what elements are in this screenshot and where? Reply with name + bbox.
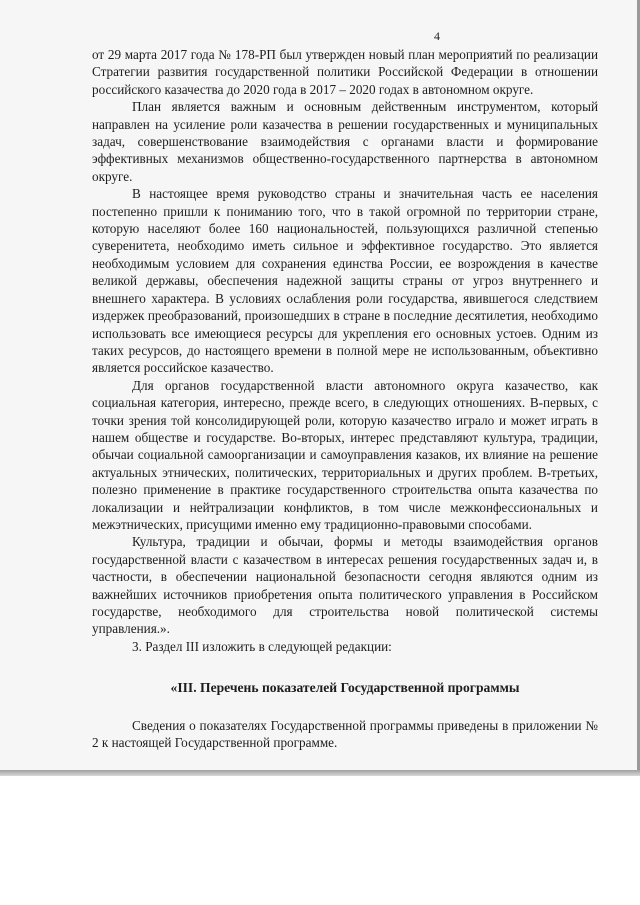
page-number: 4 [434,29,440,43]
paragraph-culture-traditions: Культура, традиции и обычаи, формы и методы взаимодействия органов государственной власти с казачеством в интересах решения государственных задач и, в частности, в обеспечении национальной безопасности сегодня являются одним из важнейших источников приобретения опыта политического управления в Российском государстве, необходимого для строительства новой политической системы управления.». [92,534,598,637]
section-heading: «III. Перечень показателей Государственной программы [170,680,520,696]
paragraph-section-three: 3. Раздел III изложить в следующей редакции: [132,638,392,654]
document-body [92,0,598,751]
paragraph-indicators: Сведения о показателях Государственной программы приведены в приложении № 2 к настоящей Государственной программе. [92,717,598,751]
scan-edge-bottom [0,770,640,776]
paragraph-plan-approval: от 29 марта 2017 года № 178-РП был утвержден новый план мероприятий по реализации Стратегии развития государственной политики Российской Федерации в отношении российского казачества до 2020 года в 2017 – 2020 годах в автономном округе. [92,47,598,97]
paragraph-strong-state: В настоящее время руководство страны и значительная часть ее населения постепенно пришли к пониманию того, что в такой огромной по территории стране, которую населяют более 160 национальностей, пользующихся различной степенью суверенитета, необходимо иметь сильное и эффективное государство. Это является необходимым условием для сохранения единства России, ее возрождения в качестве великой державы, обеспечения надежной защиты страны от угроз внутреннего и внешнего характера. В условиях ослабления роли государства, явившегося следствием издержек преобразований, произошедших в стране в последние десятилетия, необходимо использовать все имеющиеся ресурсы для укрепления его основных устоев. Одним из таких ресурсов, до настоящего времени в полной мере не использованным, объективно является российское казачество. [92,186,598,376]
paragraph-cossacks-interest: Для органов государственной власти автономного округа казачество, как социальная категория, интересно, прежде всего, в следующих отношениях. В-первых, с точки зрения той консолидирующей роли, которую казачество играло и может играть в нашем обществе и государстве. Во-вторых, интерес представляют культура, традиции, обычаи социальной самоорганизации и самоуправления казаков, их влияние на решение актуальных этнических, политических, территориальных и других проблем. В-третьих, полезно применение в практике государственного строительства опыта казачества по локализации и нейтрализации конфликтов, в том числе межконфессиональных и межэтнических, присущими именно ему традиционно-правовыми способами. [92,377,598,532]
paragraph-plan-role: План является важным и основным действенным инструментом, который направлен на усиление роли казачества в решении государственных и муниципальных задач, совершенствование взаимодействия с органами власти и формирование эффективных механизмов общественно-государственного партнерства в автономном округе. [92,99,598,184]
